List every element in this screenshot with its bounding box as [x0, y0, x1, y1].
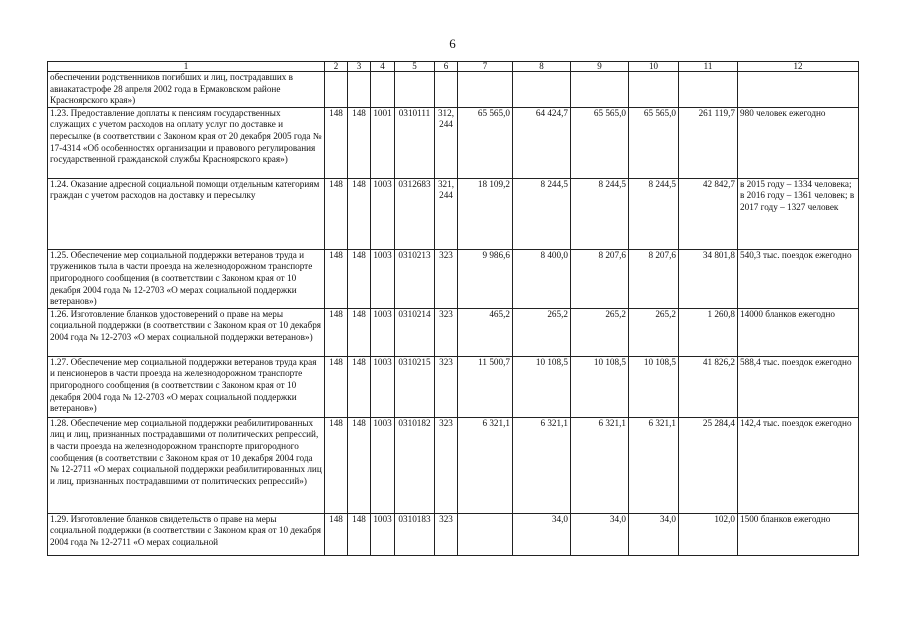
table-cell: 10 108,5	[571, 356, 629, 417]
row-note: 540,3 тыс. поездок ежегодно	[738, 249, 859, 308]
column-header: 4	[371, 62, 395, 72]
table-cell: 8 207,6	[571, 249, 629, 308]
table-cell: 0310111	[395, 107, 435, 178]
table-cell: 11 500,7	[458, 356, 513, 417]
table-cell: 1001	[371, 107, 395, 178]
table-cell: 265,2	[571, 308, 629, 356]
table-cell: 1003	[371, 249, 395, 308]
row-description: 1.24. Оказание адресной социальной помощи отдельным категориям граждан с учетом расходов на доставку и пересылку	[48, 178, 325, 249]
table-cell: 6 321,1	[629, 417, 679, 513]
table-row	[48, 72, 859, 108]
column-header: 1	[48, 62, 325, 72]
table-cell: 1003	[371, 513, 395, 555]
table-cell: 102,0	[679, 513, 738, 555]
table-cell: 18 109,2	[458, 178, 513, 249]
row-description: 1.26. Изготовление бланков удостоверений о праве на меры социальной поддержки (в соответствии с Законом края от 10 декабря 2004 года № 12-2703 «О мерах социальной поддержки ветеранов»)	[48, 308, 325, 356]
table-cell	[571, 72, 629, 108]
row-description: 1.25. Обеспечение мер социальной поддержки ветеранов труда и тружеников тыла в части проезда на железнодорожном транспорте пригородного сообщения (в соответствии с Законом края от 10 декабря 2004 года № 12-2703 «О мерах социальной поддержки ветеранов»)	[48, 249, 325, 308]
table-cell: 321, 244	[435, 178, 458, 249]
row-note: 980 человек ежегодно	[738, 107, 859, 178]
table-cell: 42 842,7	[679, 178, 738, 249]
table-cell	[513, 72, 571, 108]
table-cell: 8 244,5	[513, 178, 571, 249]
row-description: 1.29. Изготовление бланков свидетельств о праве на меры социальной поддержки (в соответствии с Законом края от 10 декабря 2004 года № 12-2711 «О мерах социальной	[48, 513, 325, 555]
table-cell: 8 244,5	[571, 178, 629, 249]
table-cell: 65 565,0	[629, 107, 679, 178]
table-cell: 1 260,8	[679, 308, 738, 356]
table-cell: 148	[348, 417, 371, 513]
table-cell: 148	[325, 513, 348, 555]
table-row	[48, 178, 859, 249]
row-note: 588,4 тыс. поездок ежегодно	[738, 356, 859, 417]
table-cell: 34,0	[513, 513, 571, 555]
table-cell: 65 565,0	[571, 107, 629, 178]
table-cell: 323	[435, 417, 458, 513]
column-header: 7	[458, 62, 513, 72]
table-cell: 148	[325, 249, 348, 308]
table-cell	[371, 72, 395, 108]
table-cell: 265,2	[629, 308, 679, 356]
table-cell: 25 284,4	[679, 417, 738, 513]
table-cell: 1003	[371, 308, 395, 356]
header-row	[48, 62, 859, 72]
row-description: 1.23. Предоставление доплаты к пенсиям государственных служащих с учетом расходов на оплату услуг по доставке и пересылке (в соответствии с Законом края от 20 декабря 2005 года № 17-4314 «Об особенностях организации и правового регулирования государственной гражданской службы Красноярского края»)	[48, 107, 325, 178]
table-cell: 312, 244	[435, 107, 458, 178]
table-cell: 148	[348, 107, 371, 178]
row-note: в 2015 году – 1334 человека; в 2016 году – 1361 человек; в 2017 году – 1327 человек	[738, 178, 859, 249]
row-description: обеспечении родственников погибших и лиц, пострадавших в авиакатастрофе 28 апреля 2002 года в Ермаковском районе Красноярского края»)	[48, 72, 325, 108]
table-cell: 148	[348, 356, 371, 417]
table-cell	[458, 513, 513, 555]
table-cell: 148	[325, 178, 348, 249]
table-cell: 148	[348, 513, 371, 555]
table-row	[48, 356, 859, 417]
column-header: 9	[571, 62, 629, 72]
table-cell	[435, 72, 458, 108]
table-cell: 148	[325, 107, 348, 178]
table-cell	[458, 72, 513, 108]
table-row	[48, 308, 859, 356]
table-cell: 0312683	[395, 178, 435, 249]
table-cell: 0310213	[395, 249, 435, 308]
table-cell: 148	[325, 356, 348, 417]
table-cell: 6 321,1	[513, 417, 571, 513]
table-cell: 0310215	[395, 356, 435, 417]
column-header: 10	[629, 62, 679, 72]
table-row	[48, 107, 859, 178]
row-description: 1.27. Обеспечение мер социальной поддержки ветеранов труда края и пенсионеров в части проезда на железнодорожном транспорте пригородного сообщения (в соответствии с Законом края от 10 декабря 2004 года № 12-2703 «О мерах социальной поддержки ветеранов»)	[48, 356, 325, 417]
table-cell: 323	[435, 249, 458, 308]
table-cell	[679, 72, 738, 108]
table-cell: 6 321,1	[458, 417, 513, 513]
column-header: 5	[395, 62, 435, 72]
table-cell: 0310182	[395, 417, 435, 513]
table-cell: 1003	[371, 417, 395, 513]
table-cell	[348, 72, 371, 108]
table-cell: 34 801,8	[679, 249, 738, 308]
table-cell	[629, 72, 679, 108]
table-cell: 465,2	[458, 308, 513, 356]
row-description: 1.28. Обеспечение мер социальной поддержки реабилитированных лиц и лиц, признанных пострадавшими от политических репрессий, в части проезда на железнодорожном транспорте пригородного сообщения (в соответствии с Законом края от 10 декабря 2004 года № 12-2711 «О мерах социальной поддержки реабилитированных лиц и лиц, признанных пострадавшими от политических репрессий»)	[48, 417, 325, 513]
table-cell: 8 244,5	[629, 178, 679, 249]
column-header: 2	[325, 62, 348, 72]
table-cell	[395, 72, 435, 108]
table-cell: 0310214	[395, 308, 435, 356]
column-header: 8	[513, 62, 571, 72]
row-note: 142,4 тыс. поездок ежегодно	[738, 417, 859, 513]
table-cell: 265,2	[513, 308, 571, 356]
table-cell: 323	[435, 513, 458, 555]
table-cell	[325, 72, 348, 108]
table-cell: 65 565,0	[458, 107, 513, 178]
table-cell: 323	[435, 308, 458, 356]
table-cell: 148	[348, 249, 371, 308]
table-cell: 1003	[371, 178, 395, 249]
table-cell: 6 321,1	[571, 417, 629, 513]
table-cell: 148	[325, 417, 348, 513]
table-cell: 148	[325, 308, 348, 356]
row-note	[738, 72, 859, 108]
table-cell: 148	[348, 178, 371, 249]
table-cell: 261 119,7	[679, 107, 738, 178]
table-cell: 34,0	[629, 513, 679, 555]
table-cell: 64 424,7	[513, 107, 571, 178]
table-cell: 8 207,6	[629, 249, 679, 308]
column-header: 11	[679, 62, 738, 72]
table-row	[48, 417, 859, 513]
table-cell: 148	[348, 308, 371, 356]
table-row	[48, 249, 859, 308]
table-cell: 41 826,2	[679, 356, 738, 417]
column-header: 6	[435, 62, 458, 72]
column-header: 12	[738, 62, 859, 72]
row-note: 14000 бланков ежегодно	[738, 308, 859, 356]
table-cell: 8 400,0	[513, 249, 571, 308]
table-cell: 1003	[371, 356, 395, 417]
budget-table	[47, 61, 859, 556]
table-cell: 323	[435, 356, 458, 417]
table-cell: 9 986,6	[458, 249, 513, 308]
table-row	[48, 513, 859, 555]
table-cell: 0310183	[395, 513, 435, 555]
table-cell: 10 108,5	[629, 356, 679, 417]
column-header: 3	[348, 62, 371, 72]
row-note: 1500 бланков ежегодно	[738, 513, 859, 555]
page-number: 6	[449, 36, 456, 51]
table-cell: 34,0	[571, 513, 629, 555]
table-cell: 10 108,5	[513, 356, 571, 417]
